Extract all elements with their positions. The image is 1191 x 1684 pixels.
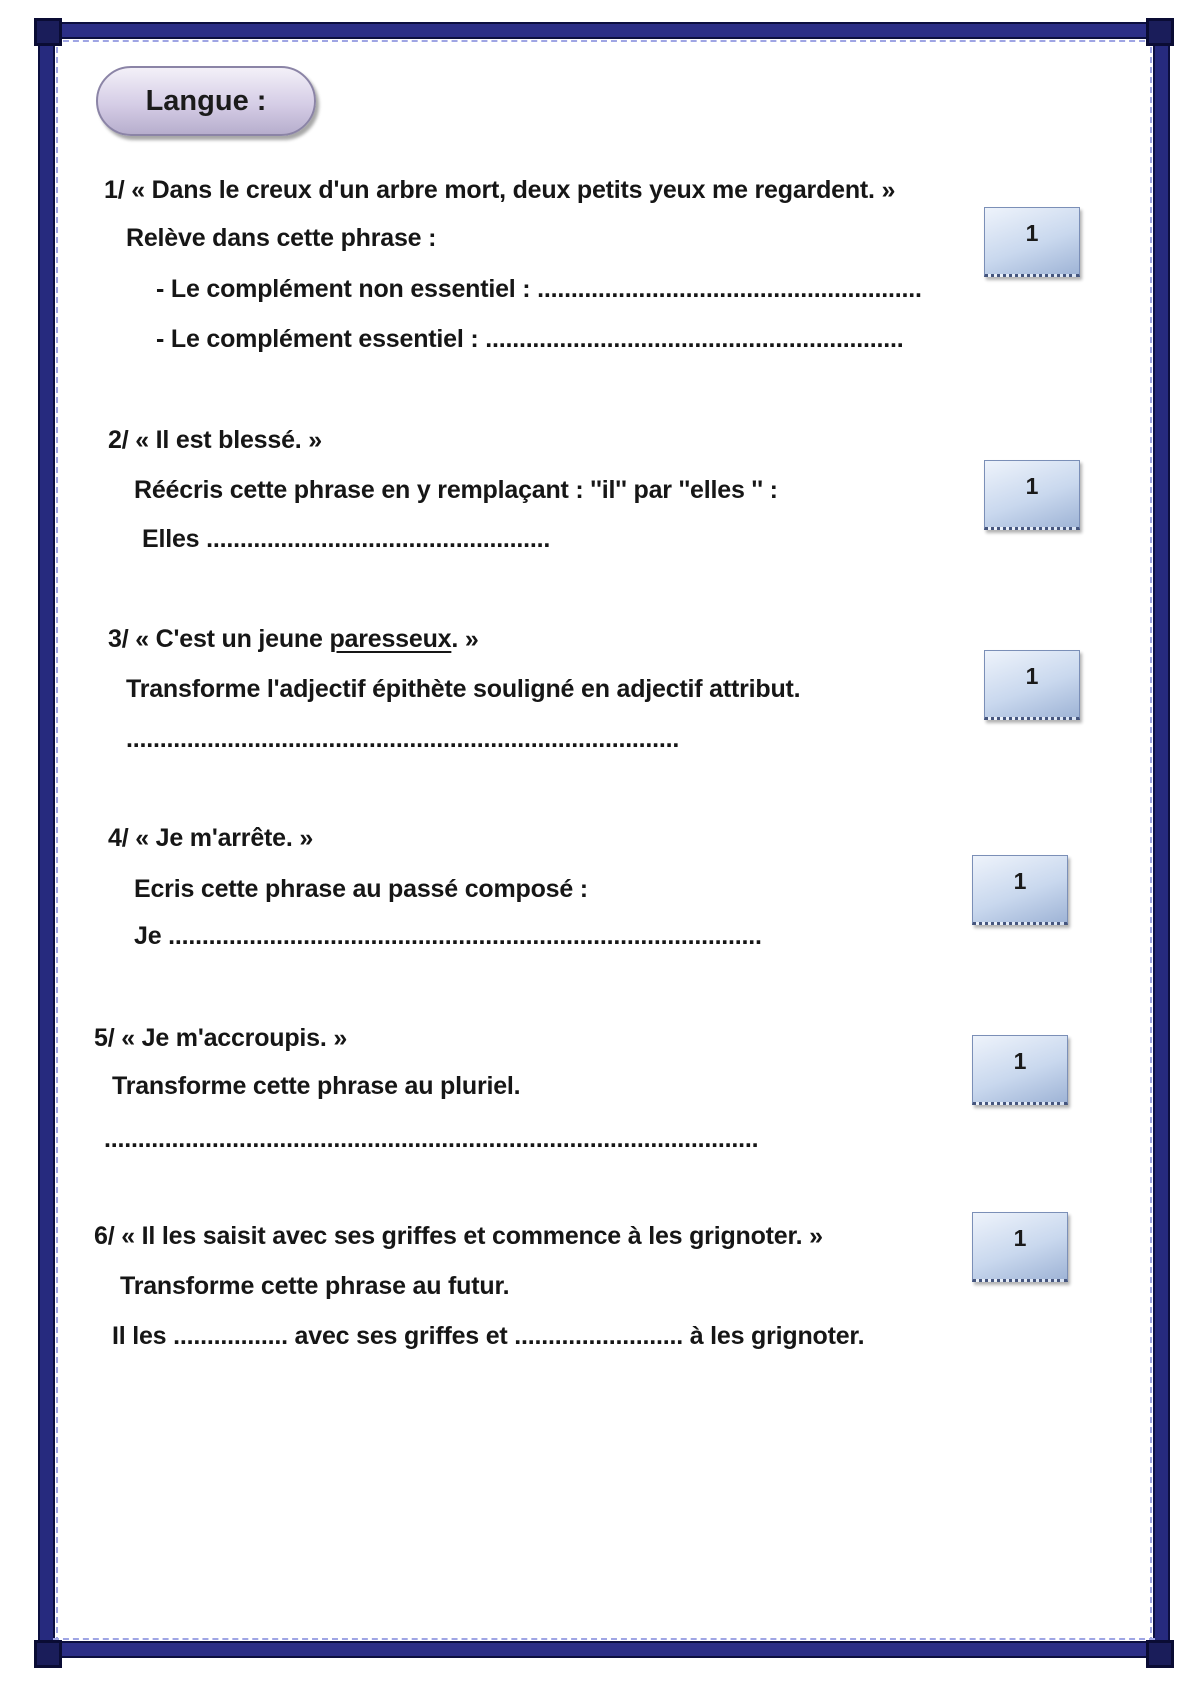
- q3-instruction: Transforme l'adjectif épithète souligné en adjectif attribut.: [126, 675, 801, 703]
- q3-score: 1: [1025, 663, 1039, 689]
- q3-answer-line[interactable]: ..................................................................................: [126, 725, 680, 753]
- q5-answer-line[interactable]: .................................................................................................: [104, 1125, 759, 1153]
- section-title-text: Langue :: [145, 84, 267, 117]
- q1-score: 1: [1025, 220, 1039, 246]
- section-title: [96, 66, 316, 136]
- q3-underlined-adjective: paresseux: [329, 625, 452, 653]
- q4-quote: 4/ « Je m'arrête. »: [108, 824, 314, 852]
- corner-ornament: [1146, 18, 1174, 46]
- q3-quote-start: 3/ « C'est un jeune: [108, 625, 330, 653]
- q4-answer-line[interactable]: Je ........................................................................................: [134, 922, 762, 950]
- q1-score-box: [984, 207, 1080, 277]
- q2-instruction: Réécris cette phrase en y remplaçant : ''il'' par ''elles '' :: [134, 476, 778, 504]
- q5-score-box: [972, 1035, 1068, 1105]
- q1-answer-essential[interactable]: - Le complément essentiel : ..............................................................: [156, 325, 904, 353]
- q4-instruction: Ecris cette phrase au passé composé :: [134, 875, 588, 903]
- q4-score-box: [972, 855, 1068, 925]
- q2-score: 1: [1025, 473, 1039, 499]
- q1-answer-non-essential[interactable]: - Le complément non essentiel : .........................................................: [156, 275, 922, 303]
- corner-ornament: [34, 1640, 62, 1668]
- q1-instruction: Relève dans cette phrase :: [126, 224, 437, 252]
- q3-quote-end: . »: [451, 625, 479, 653]
- q5-quote: 5/ « Je m'accroupis. »: [94, 1024, 348, 1052]
- q1-quote: 1/ « Dans le creux d'un arbre mort, deux petits yeux me regardent. »: [104, 176, 896, 204]
- corner-ornament: [1146, 1640, 1174, 1668]
- q6-answer-line[interactable]: Il les ................. avec ses griffes et ......................... à les grignoter.: [112, 1322, 865, 1350]
- q3-quote: [108, 625, 479, 654]
- q2-quote: 2/ « Il est blessé. »: [108, 426, 322, 454]
- q3-score-box: [984, 650, 1080, 720]
- q6-score: 1: [1013, 1225, 1027, 1251]
- q2-answer-line[interactable]: Elles ...................................................: [142, 525, 551, 553]
- q6-score-box: [972, 1212, 1068, 1282]
- q5-score: 1: [1013, 1048, 1027, 1074]
- q6-quote: 6/ « Il les saisit avec ses griffes et commence à les grignoter. »: [94, 1222, 823, 1250]
- q6-instruction: Transforme cette phrase au futur.: [120, 1272, 510, 1300]
- q5-instruction: Transforme cette phrase au pluriel.: [112, 1072, 521, 1100]
- q4-score: 1: [1013, 868, 1027, 894]
- corner-ornament: [34, 18, 62, 46]
- q2-score-box: [984, 460, 1080, 530]
